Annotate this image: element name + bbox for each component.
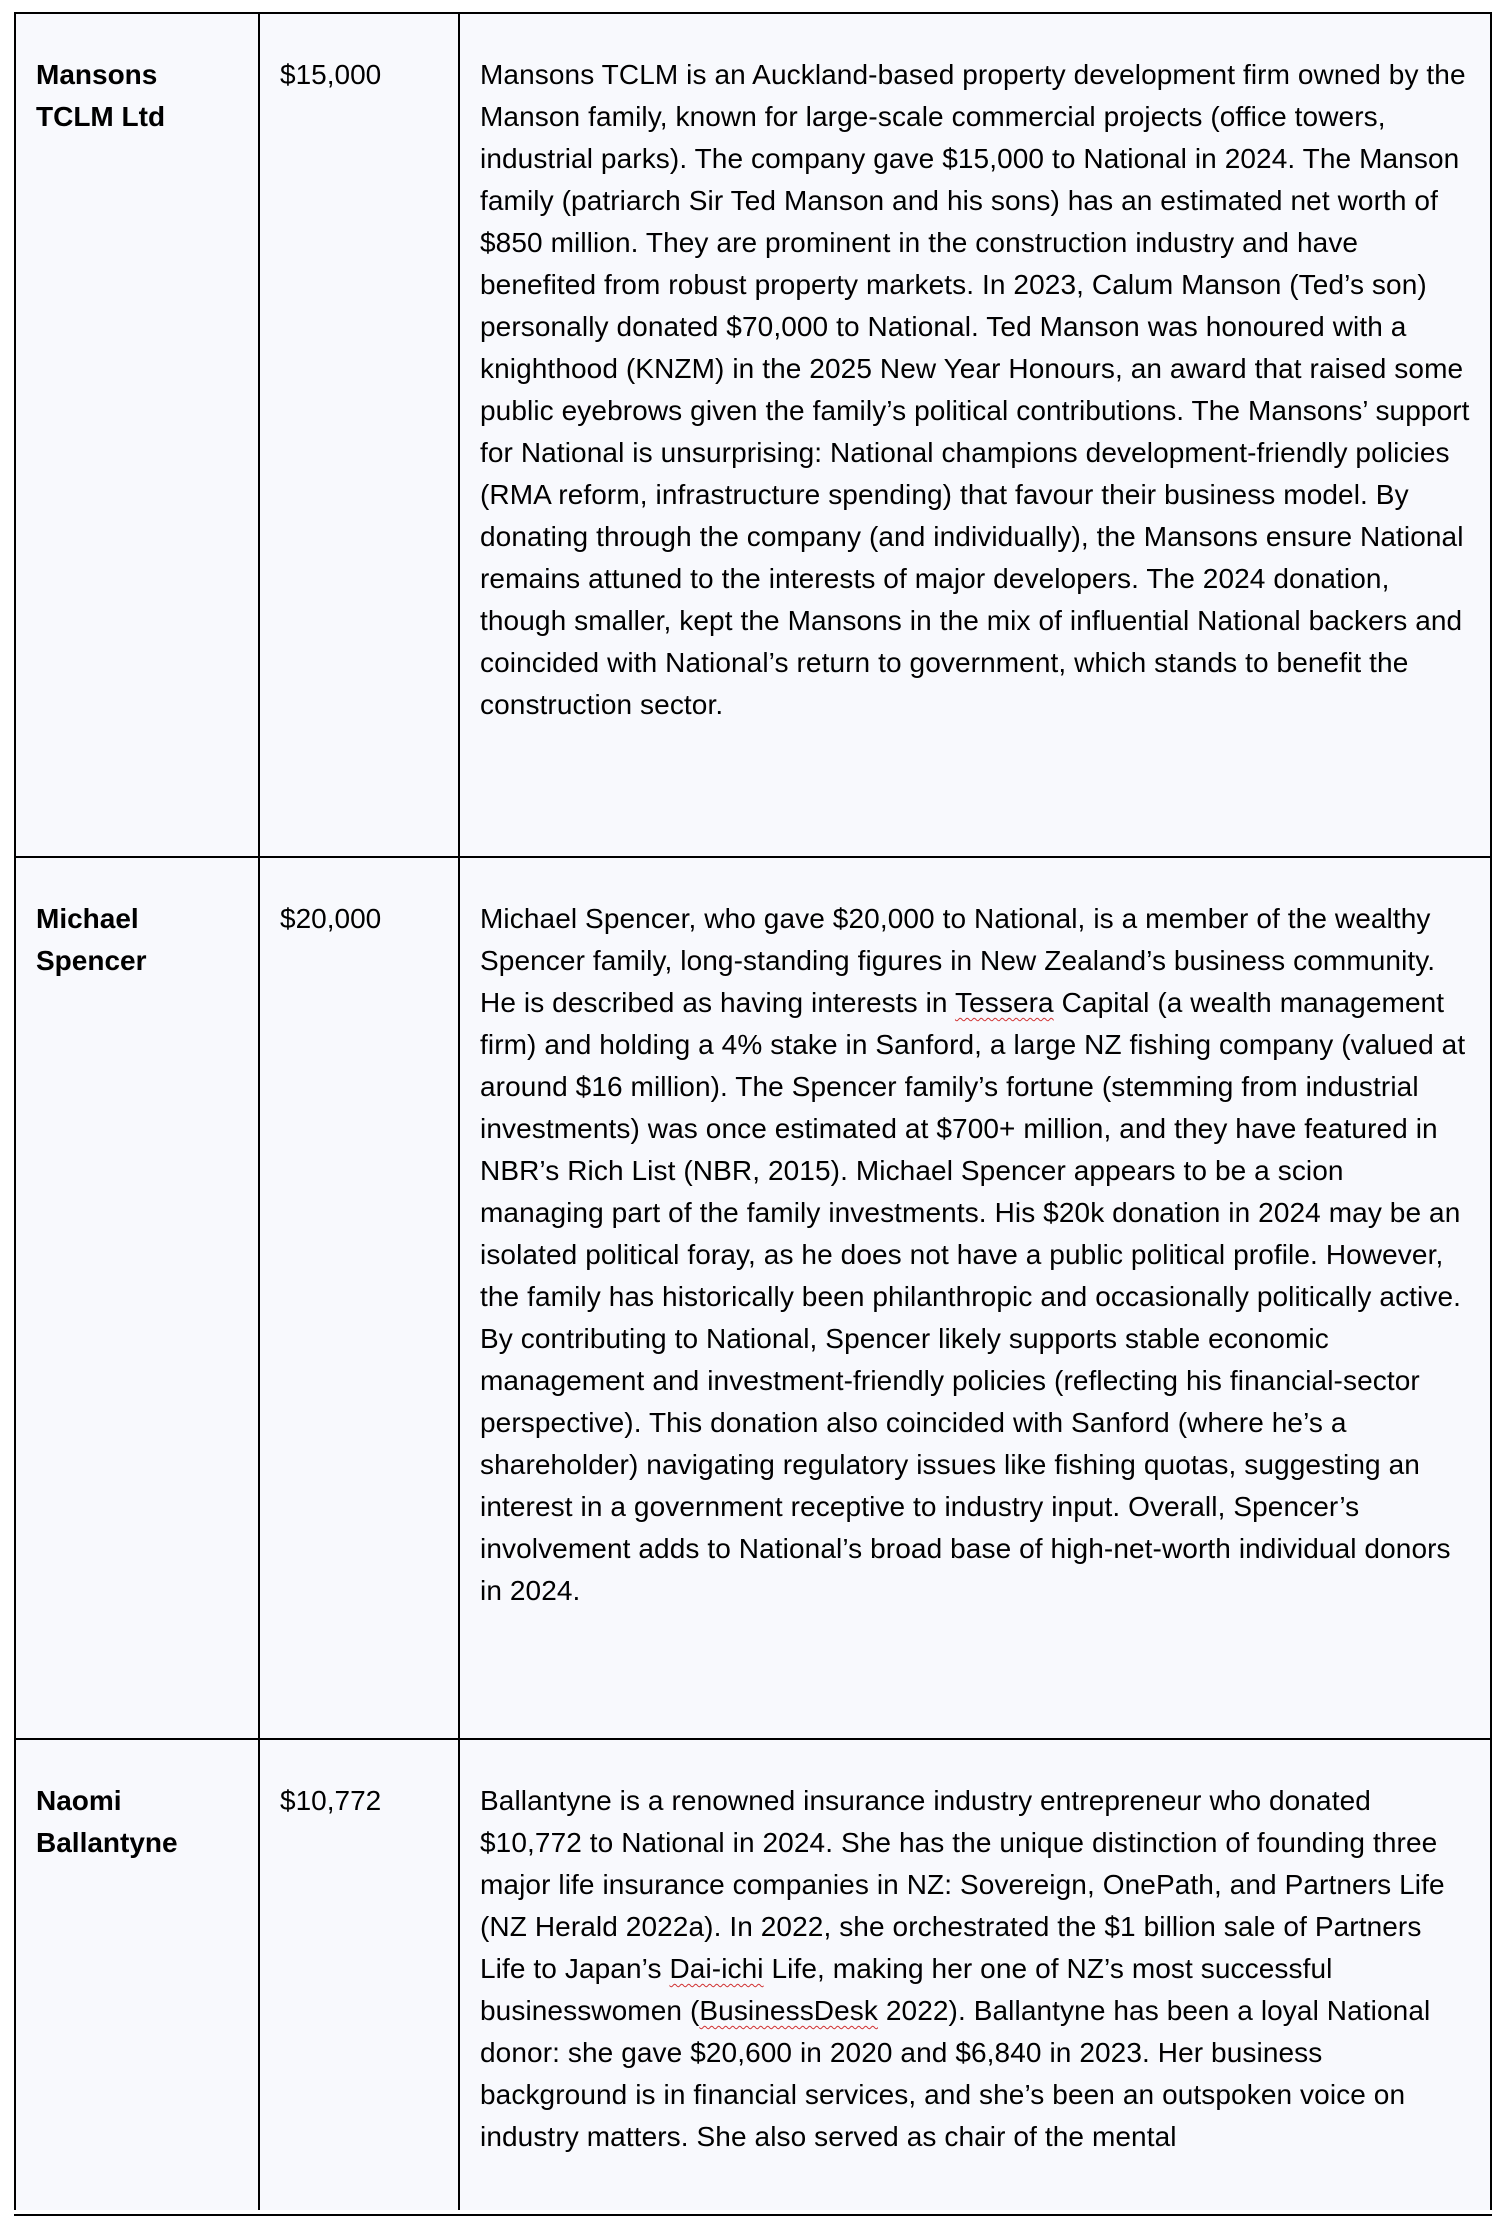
table-row bbox=[15, 1739, 1491, 2215]
donor-name-cell bbox=[15, 857, 259, 1739]
description-text: Ballantyne is a renowned insurance industry entrepreneur who donated $10,772 to National in 2024. She has the unique distinction of founding three major life insurance companies in NZ: Sovereign, OnePath, and Partners Life (NZ Herald 2022a). In 2022, she orchestrated the $1 billion sale of Partners Life to Japan’s bbox=[480, 1785, 1445, 1984]
donor-name-line: Michael bbox=[36, 903, 139, 934]
donation-amount: $20,000 bbox=[280, 903, 382, 934]
description-text: Life, making her one of NZ’s most successful businesswomen ( bbox=[480, 1953, 1333, 2026]
description-text: Capital (a wealth management firm) and holding a 4% stake in Sanford, a large NZ fishing company (valued at around $16 million). The Spencer family’s fortune (stemming from industrial investments) was once estimated at $700+ million, and they have featured in NBR’s Rich List (NBR, 2015). Michael Spencer appears to be a scion managing part of the family investments. His $20k donation in 2024 may be an isolated political foray, as he does not have a public political profile. However, the family has historically been philanthropic and occasionally politically active. By contributing to National, Spencer likely supports stable economic management and investment-friendly policies (reflecting his financial-sector perspective). This donation also coincided with Sanford (where he’s a shareholder) navigating regulatory issues like fishing quotas, suggesting an interest in a government receptive to industry input. Overall, Spencer’s involvement adds to National’s broad base of high-net-worth individual donors in 2024. bbox=[480, 987, 1466, 1606]
donor-name-line: Mansons bbox=[36, 59, 158, 90]
donor-description bbox=[480, 898, 1472, 1612]
spellcheck-flagged-word: Tessera bbox=[954, 987, 1054, 1018]
donor-name-line: TCLM Ltd bbox=[36, 101, 166, 132]
donor-name-line: Ballantyne bbox=[36, 1827, 178, 1858]
donor-name bbox=[36, 1780, 240, 1864]
page-bottom-edge bbox=[0, 2210, 1500, 2214]
donor-description: Mansons TCLM is an Auckland-based property development firm owned by the Manson family, known for large-scale commercial projects (office towers, industrial parks). The company gave $15,000 to National in 2024. The Manson family (patriarch Sir Ted Manson and his sons) has an estimated net worth of $850 million. They are prominent in the construction industry and have benefited from robust property markets. In 2023, Calum Manson (Ted’s son) personally donated $70,000 to National. Ted Manson was honoured with a knighthood (KNZM) in the 2025 New Year Honours, an award that raised some public eyebrows given the family’s political contributions. The Mansons’ support for National is unsurprising: National champions development-friendly policies (RMA reform, infrastructure spending) that favour their business model. By donating through the company (and individually), the Mansons ensure National remains attuned to the interests of major developers. The 2024 donation, though smaller, kept the Mansons in the mix of influential National backers and coincided with National’s return to government, which stands to benefit the construction sector. bbox=[480, 59, 1470, 720]
donor-description bbox=[480, 1780, 1472, 2158]
description-text: Michael Spencer, who gave $20,000 to National, is a member of the wealthy Spencer family, long-standing figures in New Zealand’s business community. He is described as having interests in bbox=[480, 903, 1436, 1018]
donation-amount-cell bbox=[259, 857, 459, 1739]
donor-name-line: Naomi bbox=[36, 1785, 122, 1816]
donor-name-cell bbox=[15, 13, 259, 857]
description-text: 2022). Ballantyne has been a loyal National donor: she gave $20,600 in 2020 and $6,840 in 2023. Her business background is in financial services, and she’s been an outspoken voice on industry matters. She also served as chair of the mental bbox=[480, 1995, 1431, 2152]
donation-amount-cell bbox=[259, 1739, 459, 2215]
table-row bbox=[15, 857, 1491, 1739]
donor-description-cell bbox=[459, 13, 1491, 857]
donor-description-cell bbox=[459, 1739, 1491, 2215]
donor-description-cell bbox=[459, 857, 1491, 1739]
donor-name bbox=[36, 898, 240, 982]
table-row bbox=[15, 13, 1491, 857]
donor-name-cell bbox=[15, 1739, 259, 2215]
donor-table bbox=[14, 12, 1492, 2216]
donation-amount: $10,772 bbox=[280, 1785, 382, 1816]
spellcheck-flagged-word: BusinessDesk bbox=[699, 1995, 878, 2026]
spellcheck-flagged-word: Dai-ichi bbox=[669, 1953, 764, 1984]
donation-amount-cell bbox=[259, 13, 459, 857]
donation-amount: $15,000 bbox=[280, 59, 382, 90]
donor-name-line: Spencer bbox=[36, 945, 147, 976]
donor-name bbox=[36, 54, 240, 138]
